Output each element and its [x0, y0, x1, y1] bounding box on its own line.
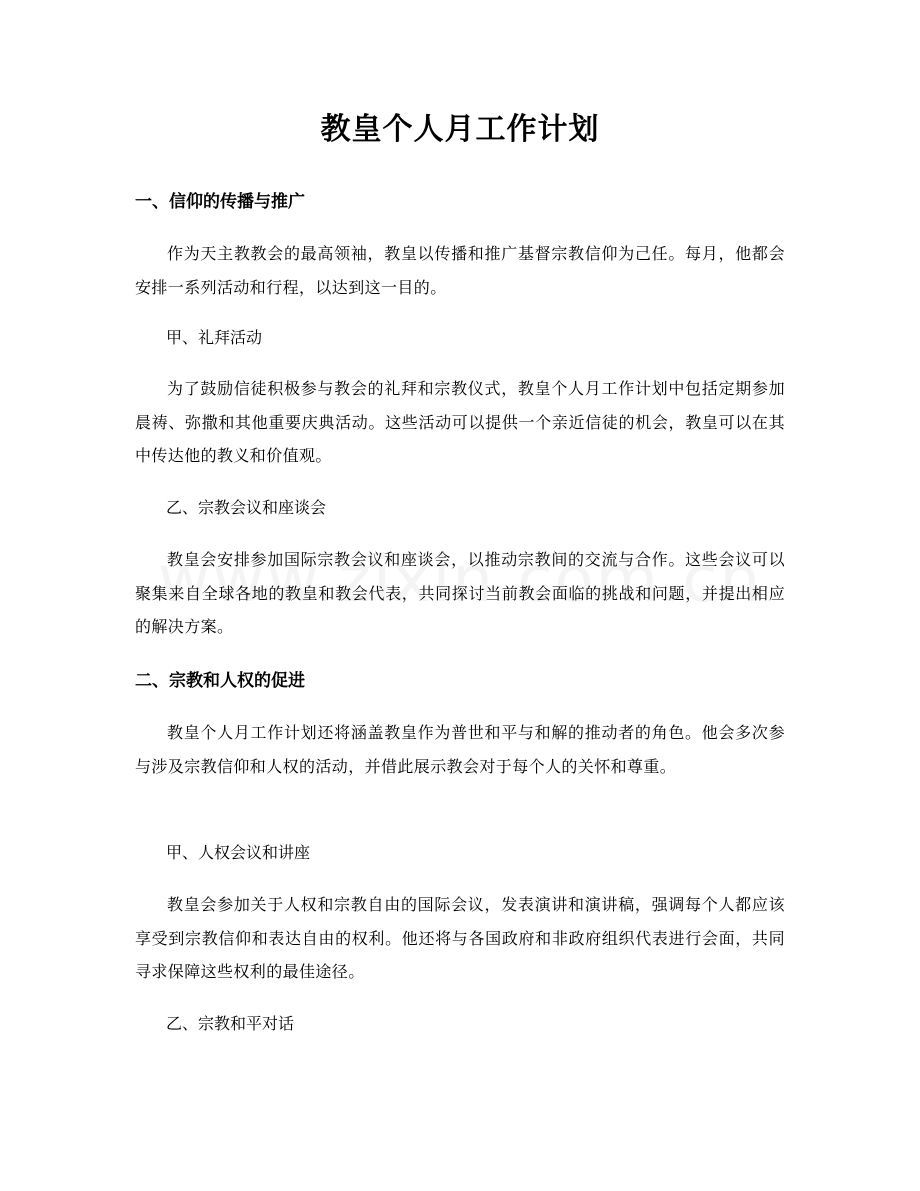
subsection-heading-2b: 乙、宗教和平对话: [166, 1014, 295, 1033]
subsection-heading-2a: 甲、人权会议和讲座: [166, 843, 311, 862]
subsection-heading-1a: 甲、礼拜活动: [166, 328, 263, 347]
page-title: 教皇个人月工作计划: [320, 112, 600, 147]
subsection-2a-text: 教皇会参加关于人权和宗教自由的国际会议，发表演讲和演讲稿，强调每个人都应该享受到宗教信仰和表达自由的权利。他还将与各国政府和非政府组织代表进行会面，共同寻求保障这些权利的最佳途径。: [135, 895, 785, 981]
section-1-intro: 作为天主教教会的最高领袖，教皇以传播和推广基督宗教信仰为己任。每月，他都会安排一系列活动和行程，以达到这一目的。: [135, 244, 785, 297]
section-2-intro: 教皇个人月工作计划还将涵盖教皇作为普世和平与和解的推动者的角色。他会多次参与涉及宗教信仰和人权的活动，并借此展示教会对于每个人的关怀和尊重。: [135, 723, 785, 776]
section-heading-1: 一、信仰的传播与推广: [135, 192, 305, 212]
subsection-1a-text: 为了鼓励信徒积极参与教会的礼拜和宗教仪式，教皇个人月工作计划中包括定期参加晨祷、弥撒和其他重要庆典活动。这些活动可以提供一个亲近信徒的机会，教皇可以在其中传达他的教义和价值观。: [135, 379, 785, 465]
subsection-heading-1b: 乙、宗教会议和座谈会: [166, 498, 327, 517]
section-heading-2: 二、宗教和人权的促进: [135, 671, 305, 691]
subsection-1b-text: 教皇会安排参加国际宗教会议和座谈会，以推动宗教间的交流与合作。这些会议可以聚集来自全球各地的教皇和教会代表，共同探讨当前教会面临的挑战和问题，并提出相应的解决方案。: [135, 550, 785, 636]
